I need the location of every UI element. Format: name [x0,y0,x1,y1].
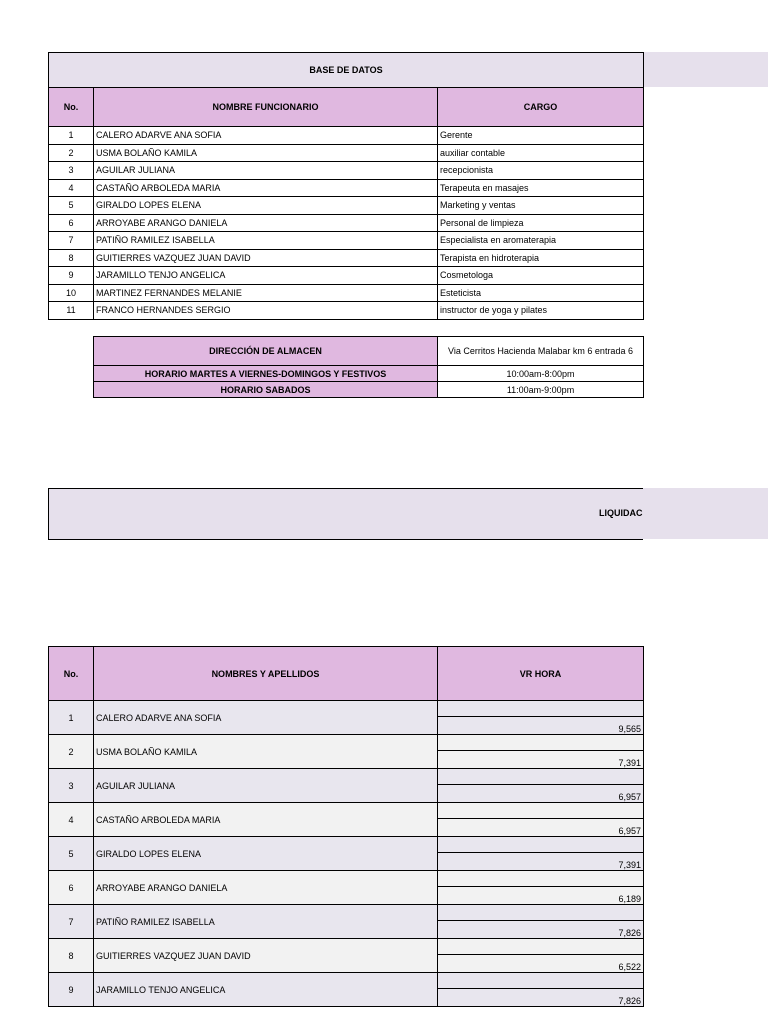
row-number: 8 [49,939,94,973]
row-number: 7 [49,905,94,939]
rate-blank-cell [438,735,644,751]
employee-name: GIRALDO LOPES ELENA [94,197,438,215]
hourly-rate: 7,391 [438,751,644,769]
row-number: 4 [49,803,94,837]
employee-name: GIRALDO LOPES ELENA [94,837,438,871]
pay-header-no: No. [49,647,94,701]
hourly-rate: 7,826 [438,989,644,1007]
hourly-rate: 6,522 [438,955,644,973]
saturday-hours-value: 11:00am-9:00pm [438,382,644,398]
table-row [49,162,644,180]
row-number: 9 [49,267,94,285]
address-value: Via Cerritos Hacienda Malabar km 6 entrada 6 [438,337,644,366]
table-row [49,302,644,320]
employee-name: ARROYABE ARANGO DANIELA [94,871,438,905]
weekday-hours-value: 10:00am-8:00pm [438,366,644,382]
table-row [49,214,644,232]
table-row [49,249,644,267]
employee-name: AGUILAR JULIANA [94,162,438,180]
rate-blank-cell [438,803,644,819]
pay-header-nombres: NOMBRES Y APELLIDOS [94,647,438,701]
row-number: 10 [49,284,94,302]
employee-name: PATIÑO RAMILEZ ISABELLA [94,232,438,250]
employee-name: CALERO ADARVE ANA SOFIA [94,127,438,145]
rate-blank-cell [438,871,644,887]
rate-blank-cell [438,701,644,717]
table-row [49,905,644,921]
row-number: 1 [49,127,94,145]
header-cargo: CARGO [438,88,644,127]
header-no: No. [49,88,94,127]
almacen-info-table [93,336,644,398]
employee-name: AGUILAR JULIANA [94,769,438,803]
employee-role: auxiliar contable [438,144,644,162]
hourly-rate: 6,957 [438,819,644,837]
employee-name: JARAMILLO TENJO ANGELICA [94,267,438,285]
rate-blank-cell [438,769,644,785]
table-row [49,144,644,162]
table-row [49,701,644,717]
employee-role: Gerente [438,127,644,145]
employee-name: CASTAÑO ARBOLEDA MARIA [94,179,438,197]
employee-role: Terapeuta en masajes [438,179,644,197]
row-number: 4 [49,179,94,197]
payroll-table [48,646,644,1007]
title-band-extension [643,52,768,87]
employee-role: Esteticista [438,284,644,302]
table-row [49,127,644,145]
row-number: 1 [49,701,94,735]
hourly-rate: 7,391 [438,853,644,871]
table-row [49,284,644,302]
table-row [49,803,644,819]
base-title: BASE DE DATOS [49,53,644,88]
rate-blank-cell [438,905,644,921]
pay-header-vr-hora: VR HORA [438,647,644,701]
row-number: 5 [49,837,94,871]
employee-role: instructor de yoga y pilates [438,302,644,320]
employee-name: GUITIERRES VAZQUEZ JUAN DAVID [94,939,438,973]
employee-role: Especialista en aromaterapia [438,232,644,250]
liquidation-banner [48,488,643,540]
row-number: 5 [49,197,94,215]
row-number: 7 [49,232,94,250]
liquidation-banner-extension [643,488,768,539]
employee-name: CALERO ADARVE ANA SOFIA [94,701,438,735]
table-row [49,735,644,751]
table-row [49,769,644,785]
hourly-rate: 6,189 [438,887,644,905]
employee-role: Marketing y ventas [438,197,644,215]
row-number: 9 [49,973,94,1007]
row-number: 2 [49,735,94,769]
header-nombre-funcionario: NOMBRE FUNCIONARIO [94,88,438,127]
row-number: 3 [49,162,94,180]
employee-name: GUITIERRES VAZQUEZ JUAN DAVID [94,249,438,267]
employee-name: USMA BOLAÑO KAMILA [94,735,438,769]
employee-name: CASTAÑO ARBOLEDA MARIA [94,803,438,837]
employee-name: PATIÑO RAMILEZ ISABELLA [94,905,438,939]
employee-role: Terapista en hidroterapia [438,249,644,267]
rate-blank-cell [438,837,644,853]
row-number: 6 [49,871,94,905]
employee-name: FRANCO HERNANDES SERGIO [94,302,438,320]
table-row [49,179,644,197]
table-row [49,939,644,955]
row-number: 3 [49,769,94,803]
hourly-rate: 9,565 [438,717,644,735]
table-row [49,871,644,887]
row-number: 11 [49,302,94,320]
base-de-datos-table [48,52,644,320]
table-row [49,973,644,989]
table-row [49,837,644,853]
employee-name: USMA BOLAÑO KAMILA [94,144,438,162]
row-number: 6 [49,214,94,232]
hourly-rate: 6,957 [438,785,644,803]
hourly-rate: 7,826 [438,921,644,939]
employee-role: Personal de limpieza [438,214,644,232]
employee-name: JARAMILLO TENJO ANGELICA [94,973,438,1007]
employee-name: ARROYABE ARANGO DANIELA [94,214,438,232]
table-row [49,197,644,215]
base-rows [49,127,644,320]
employee-name: MARTINEZ FERNANDES MELANIE [94,284,438,302]
table-row [49,267,644,285]
table-row [49,232,644,250]
weekday-hours-label: HORARIO MARTES A VIERNES-DOMINGOS Y FESTIVOS [94,366,438,382]
employee-role: Cosmetologa [438,267,644,285]
rate-blank-cell [438,973,644,989]
rate-blank-cell [438,939,644,955]
payroll-rows [49,701,644,1007]
address-label: DIRECCIÓN DE ALMACEN [94,337,438,366]
employee-role: recepcionista [438,162,644,180]
liquidation-title: LIQUIDAC [599,508,643,518]
row-number: 2 [49,144,94,162]
saturday-hours-label: HORARIO SABADOS [94,382,438,398]
row-number: 8 [49,249,94,267]
